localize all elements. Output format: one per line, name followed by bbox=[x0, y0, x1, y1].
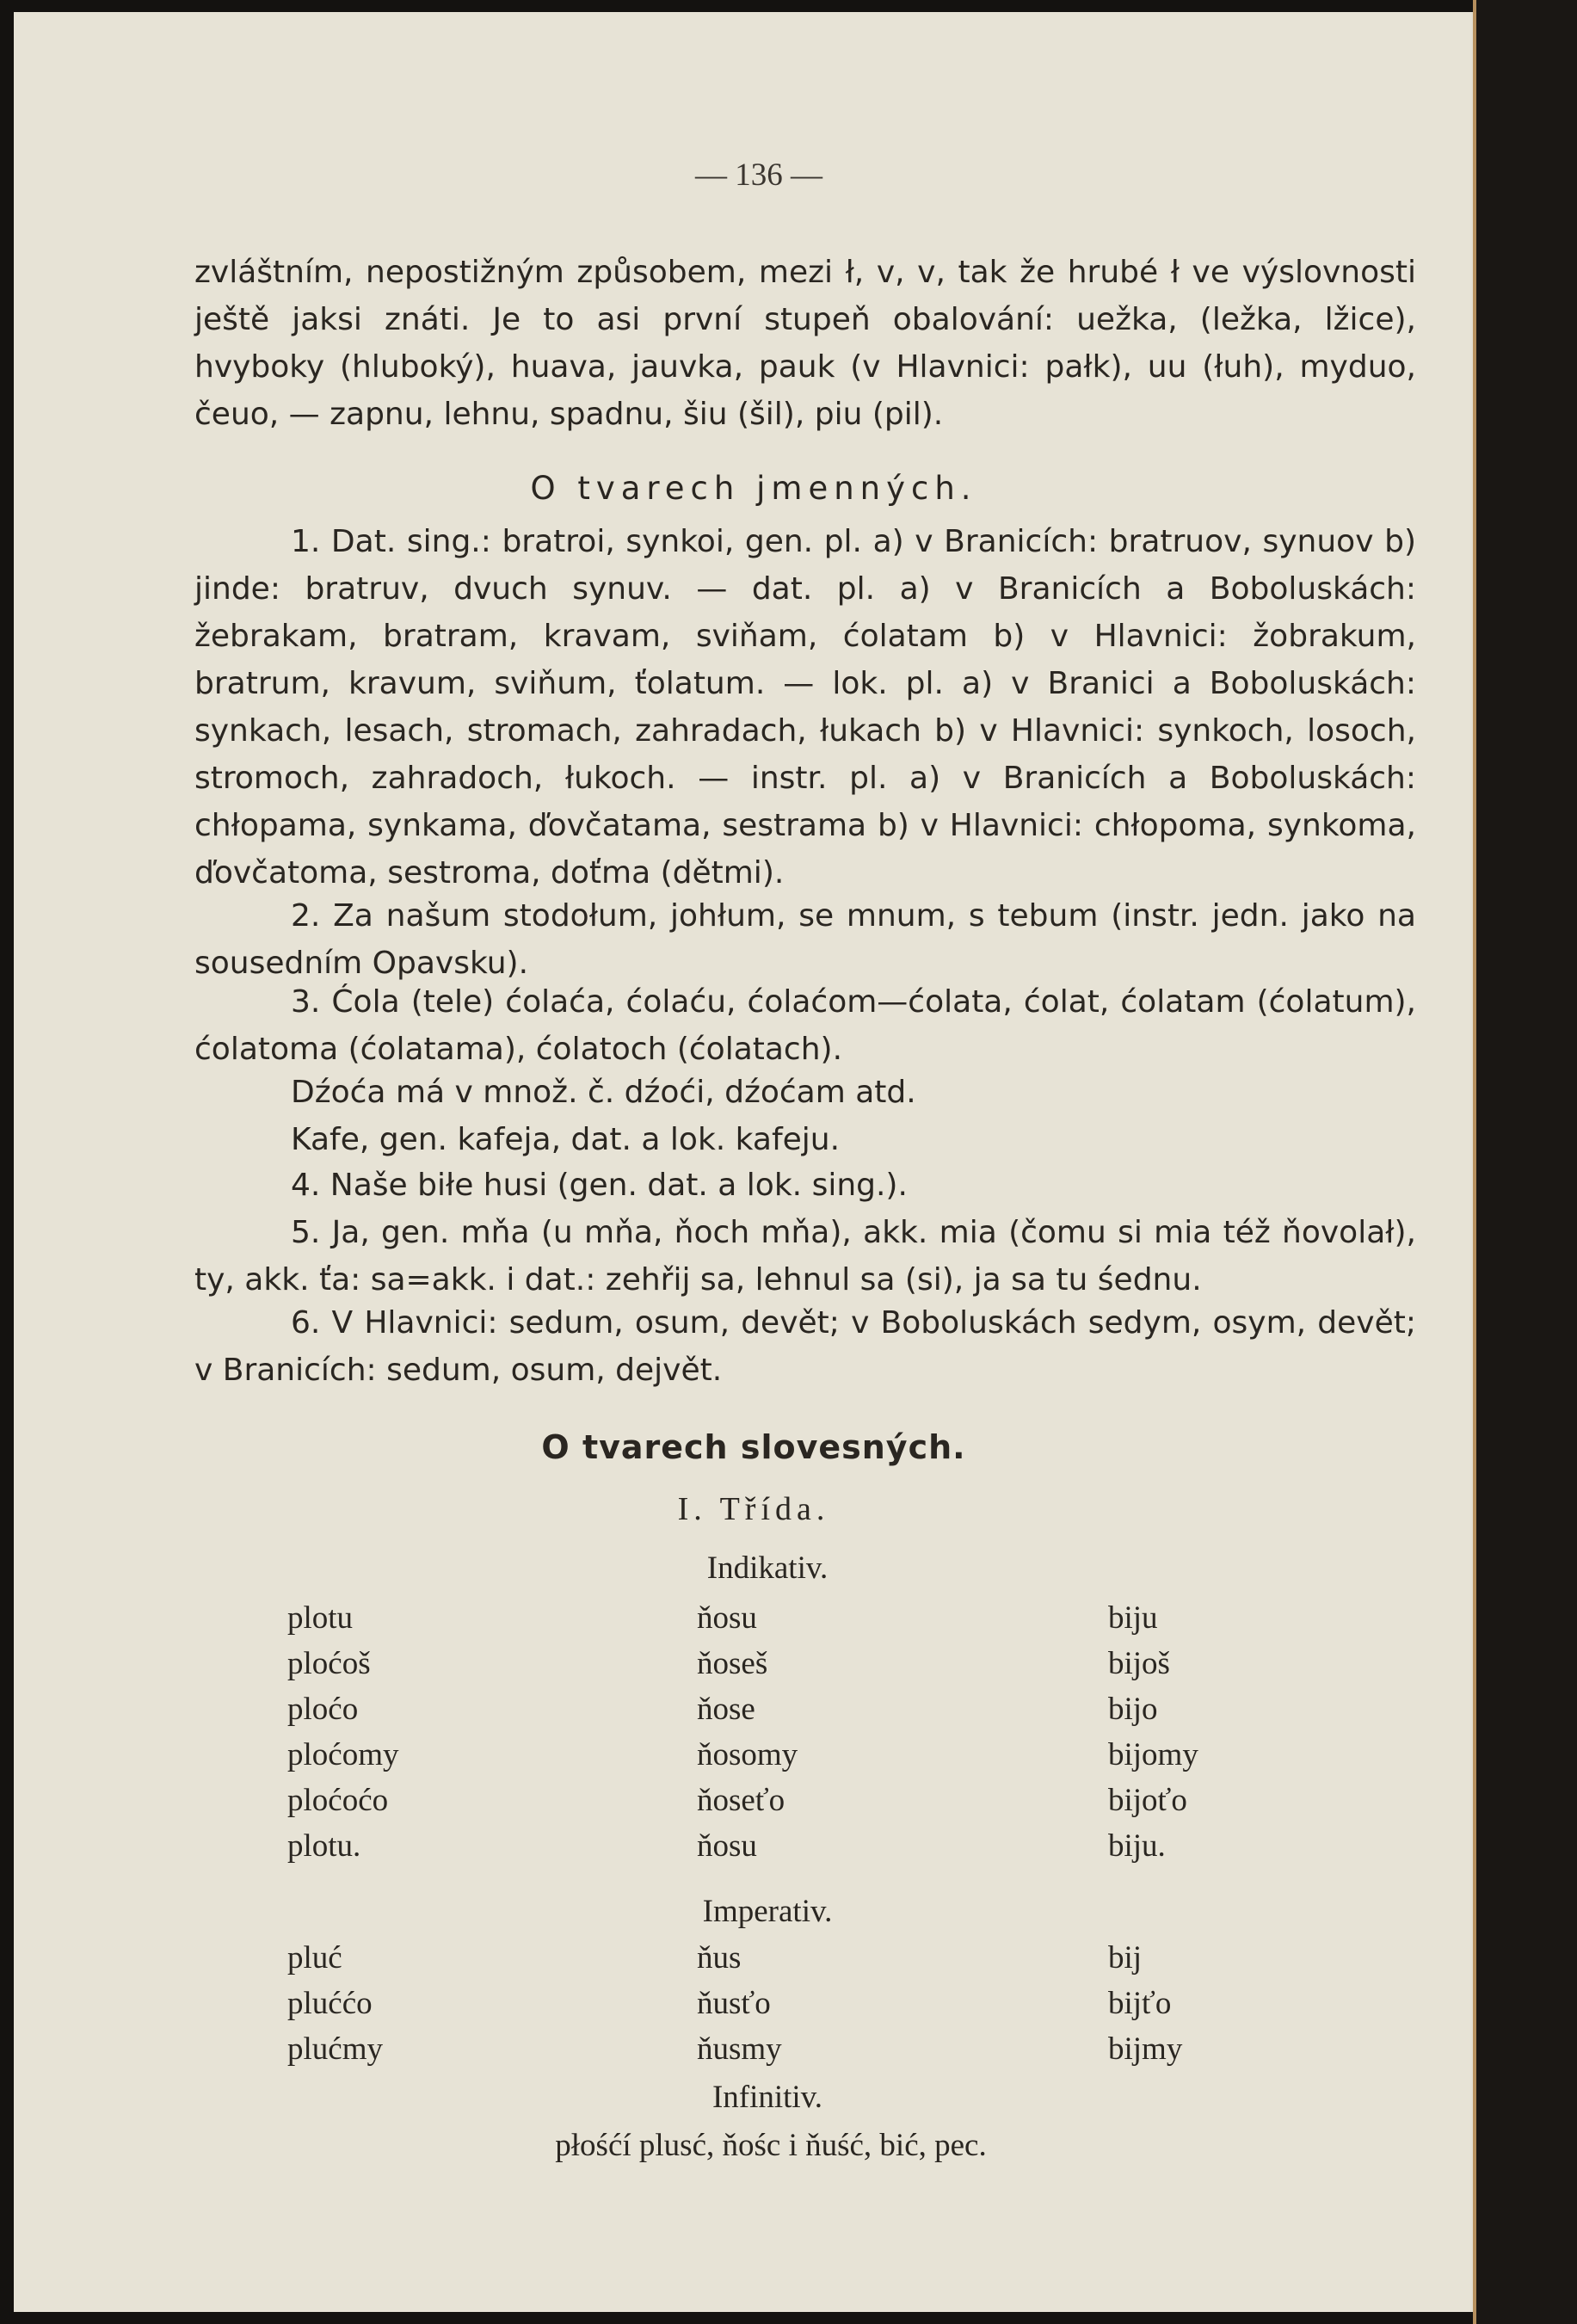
conj-cell: ňusmy bbox=[697, 2031, 782, 2067]
paragraph-dzoca: Dźoća má v množ. č. dźoći, dźoćam atd. bbox=[291, 1075, 916, 1110]
indicative-row bbox=[14, 1782, 1494, 1828]
conj-cell: ploćoš bbox=[287, 1646, 371, 1681]
conj-cell: biju. bbox=[1108, 1828, 1166, 1864]
conj-cell: ňosu bbox=[697, 1828, 757, 1864]
conj-cell: ňosu bbox=[697, 1600, 757, 1636]
paragraph-6-numerals: 6. V Hlavnici: sedum, osum, devět; v Boboluskách sedym, osym, devět; v Branicích: sedum, osum, dejvět. bbox=[194, 1305, 1416, 1388]
paragraph-1-cases: 1. Dat. sing.: bratroi, synkoi, gen. pl. a) v Branicích: bratruov, synuov b) jinde: bratruv, dvuch synuv. — dat. pl. a) v Branicích a Boboluskách: žebrakam, bratram, kravam, sviňam, ćolatam b) v Hlavnici: žobrakum, bratrum, kravum, sviňum, ťolatum. — lok. pl. a) v Branici a Boboluskách: synkach, lesach, stromach, zahradach, łukach b) v Hlavnici: synkoch, losoch, stromoch, zahradoch, łukoch. — instr. pl. a) v Branicích a Boboluskách: chłopama, synkama, ďovčatama, sestrama b) v Hlavnici: chłopoma, synkoma, ďovčatoma, sestroma, doťma (dětmi). bbox=[194, 524, 1416, 891]
indicative-row bbox=[14, 1828, 1494, 1873]
imperative-row bbox=[14, 1939, 1494, 1985]
conj-cell: bijoťo bbox=[1108, 1783, 1187, 1818]
imperative-row bbox=[14, 1985, 1494, 2031]
conj-cell: bijmy bbox=[1108, 2031, 1183, 2067]
conj-cell: ňusťo bbox=[697, 1986, 771, 2021]
page-content bbox=[14, 12, 1494, 2312]
class-heading: I. Třída. bbox=[677, 1491, 830, 1527]
conj-cell: bijo bbox=[1108, 1692, 1158, 1727]
conj-cell: ploćo bbox=[287, 1692, 359, 1727]
conj-cell: plućmy bbox=[287, 2031, 383, 2067]
infinitive-forms: płośćí plusć, ňośc i ňuść, bić, pec. bbox=[555, 2128, 987, 2163]
imperative-row bbox=[14, 2031, 1494, 2076]
conj-cell: plotu. bbox=[287, 1828, 361, 1864]
conj-cell: bijťo bbox=[1108, 1986, 1172, 2021]
indicative-row bbox=[14, 1600, 1494, 1645]
infinitive-heading: Infinitiv. bbox=[711, 2080, 823, 2115]
conj-cell: ploćoćo bbox=[287, 1783, 389, 1818]
conj-cell: ploćomy bbox=[287, 1737, 399, 1772]
page-number: — 136 — bbox=[695, 157, 822, 193]
conj-cell: bijomy bbox=[1108, 1737, 1198, 1772]
paragraph-2-instrumental: 2. Za našum stodołum, johłum, se mnum, s tebum (instr. jedn. jako na sousedním Opavsku). bbox=[194, 898, 1416, 981]
paragraph-kafe: Kafe, gen. kafeja, dat. a lok. kafeju. bbox=[291, 1122, 841, 1157]
indicative-row bbox=[14, 1691, 1494, 1736]
book-page bbox=[14, 12, 1494, 2312]
indicative-row bbox=[14, 1736, 1494, 1782]
conj-cell: pluććo bbox=[287, 1986, 373, 2021]
conj-cell: plotu bbox=[287, 1600, 354, 1636]
conj-cell: pluć bbox=[287, 1940, 342, 1976]
paragraph-intro: zvláštním, nepostižným způsobem, mezi ł, v, v, tak že hrubé ł ve výslovnosti ještě jaksi znáti. Je to asi první stupeň obalování: uežka, (ležka, lžice), hvyboky (hluboký), huava, jauvka, pauk (v Hlavnici: pałk), uu (łuh), myduo, čeuo, — zapnu, lehnu, spadnu, šiu (šil), piu (pil). bbox=[194, 255, 1416, 432]
imperative-heading: Imperativ. bbox=[702, 1894, 833, 1929]
conj-cell: bijoš bbox=[1108, 1646, 1170, 1681]
conj-cell: ňus bbox=[697, 1940, 742, 1976]
conj-cell: ňosomy bbox=[697, 1737, 798, 1772]
paragraph-5-pronouns: 5. Ja, gen. mňa (u mňa, ňoch mňa), akk. mia (čomu si mia též ňovolał), ty, akk. ťa: sa=akk. i dat.: zehřij sa, lehnul sa (si), ja sa tu śednu. bbox=[194, 1215, 1416, 1298]
conj-cell: bij bbox=[1108, 1940, 1143, 1976]
conj-cell: ňoseš bbox=[697, 1646, 768, 1681]
section-heading-verbs: O tvarech slovesných. bbox=[541, 1428, 966, 1466]
conj-cell: ňoseťo bbox=[697, 1783, 785, 1818]
section-heading-nouns: O tvarech jmenných. bbox=[530, 470, 977, 507]
conj-cell: biju bbox=[1108, 1600, 1158, 1636]
book-binding bbox=[1476, 0, 1577, 2324]
indicative-heading: Indikativ. bbox=[706, 1550, 829, 1586]
conj-cell: ňose bbox=[697, 1692, 755, 1727]
paragraph-3-cola: 3. Ćola (tele) ćolaća, ćolaću, ćolaćom—ćolata, ćolat, ćolatam (ćolatum), ćolatoma (ćolatama), ćolatoch (ćolatach). bbox=[194, 984, 1416, 1067]
paragraph-4-husi: 4. Naše biłe husi (gen. dat. a lok. sing.). bbox=[291, 1168, 908, 1203]
indicative-row bbox=[14, 1645, 1494, 1691]
